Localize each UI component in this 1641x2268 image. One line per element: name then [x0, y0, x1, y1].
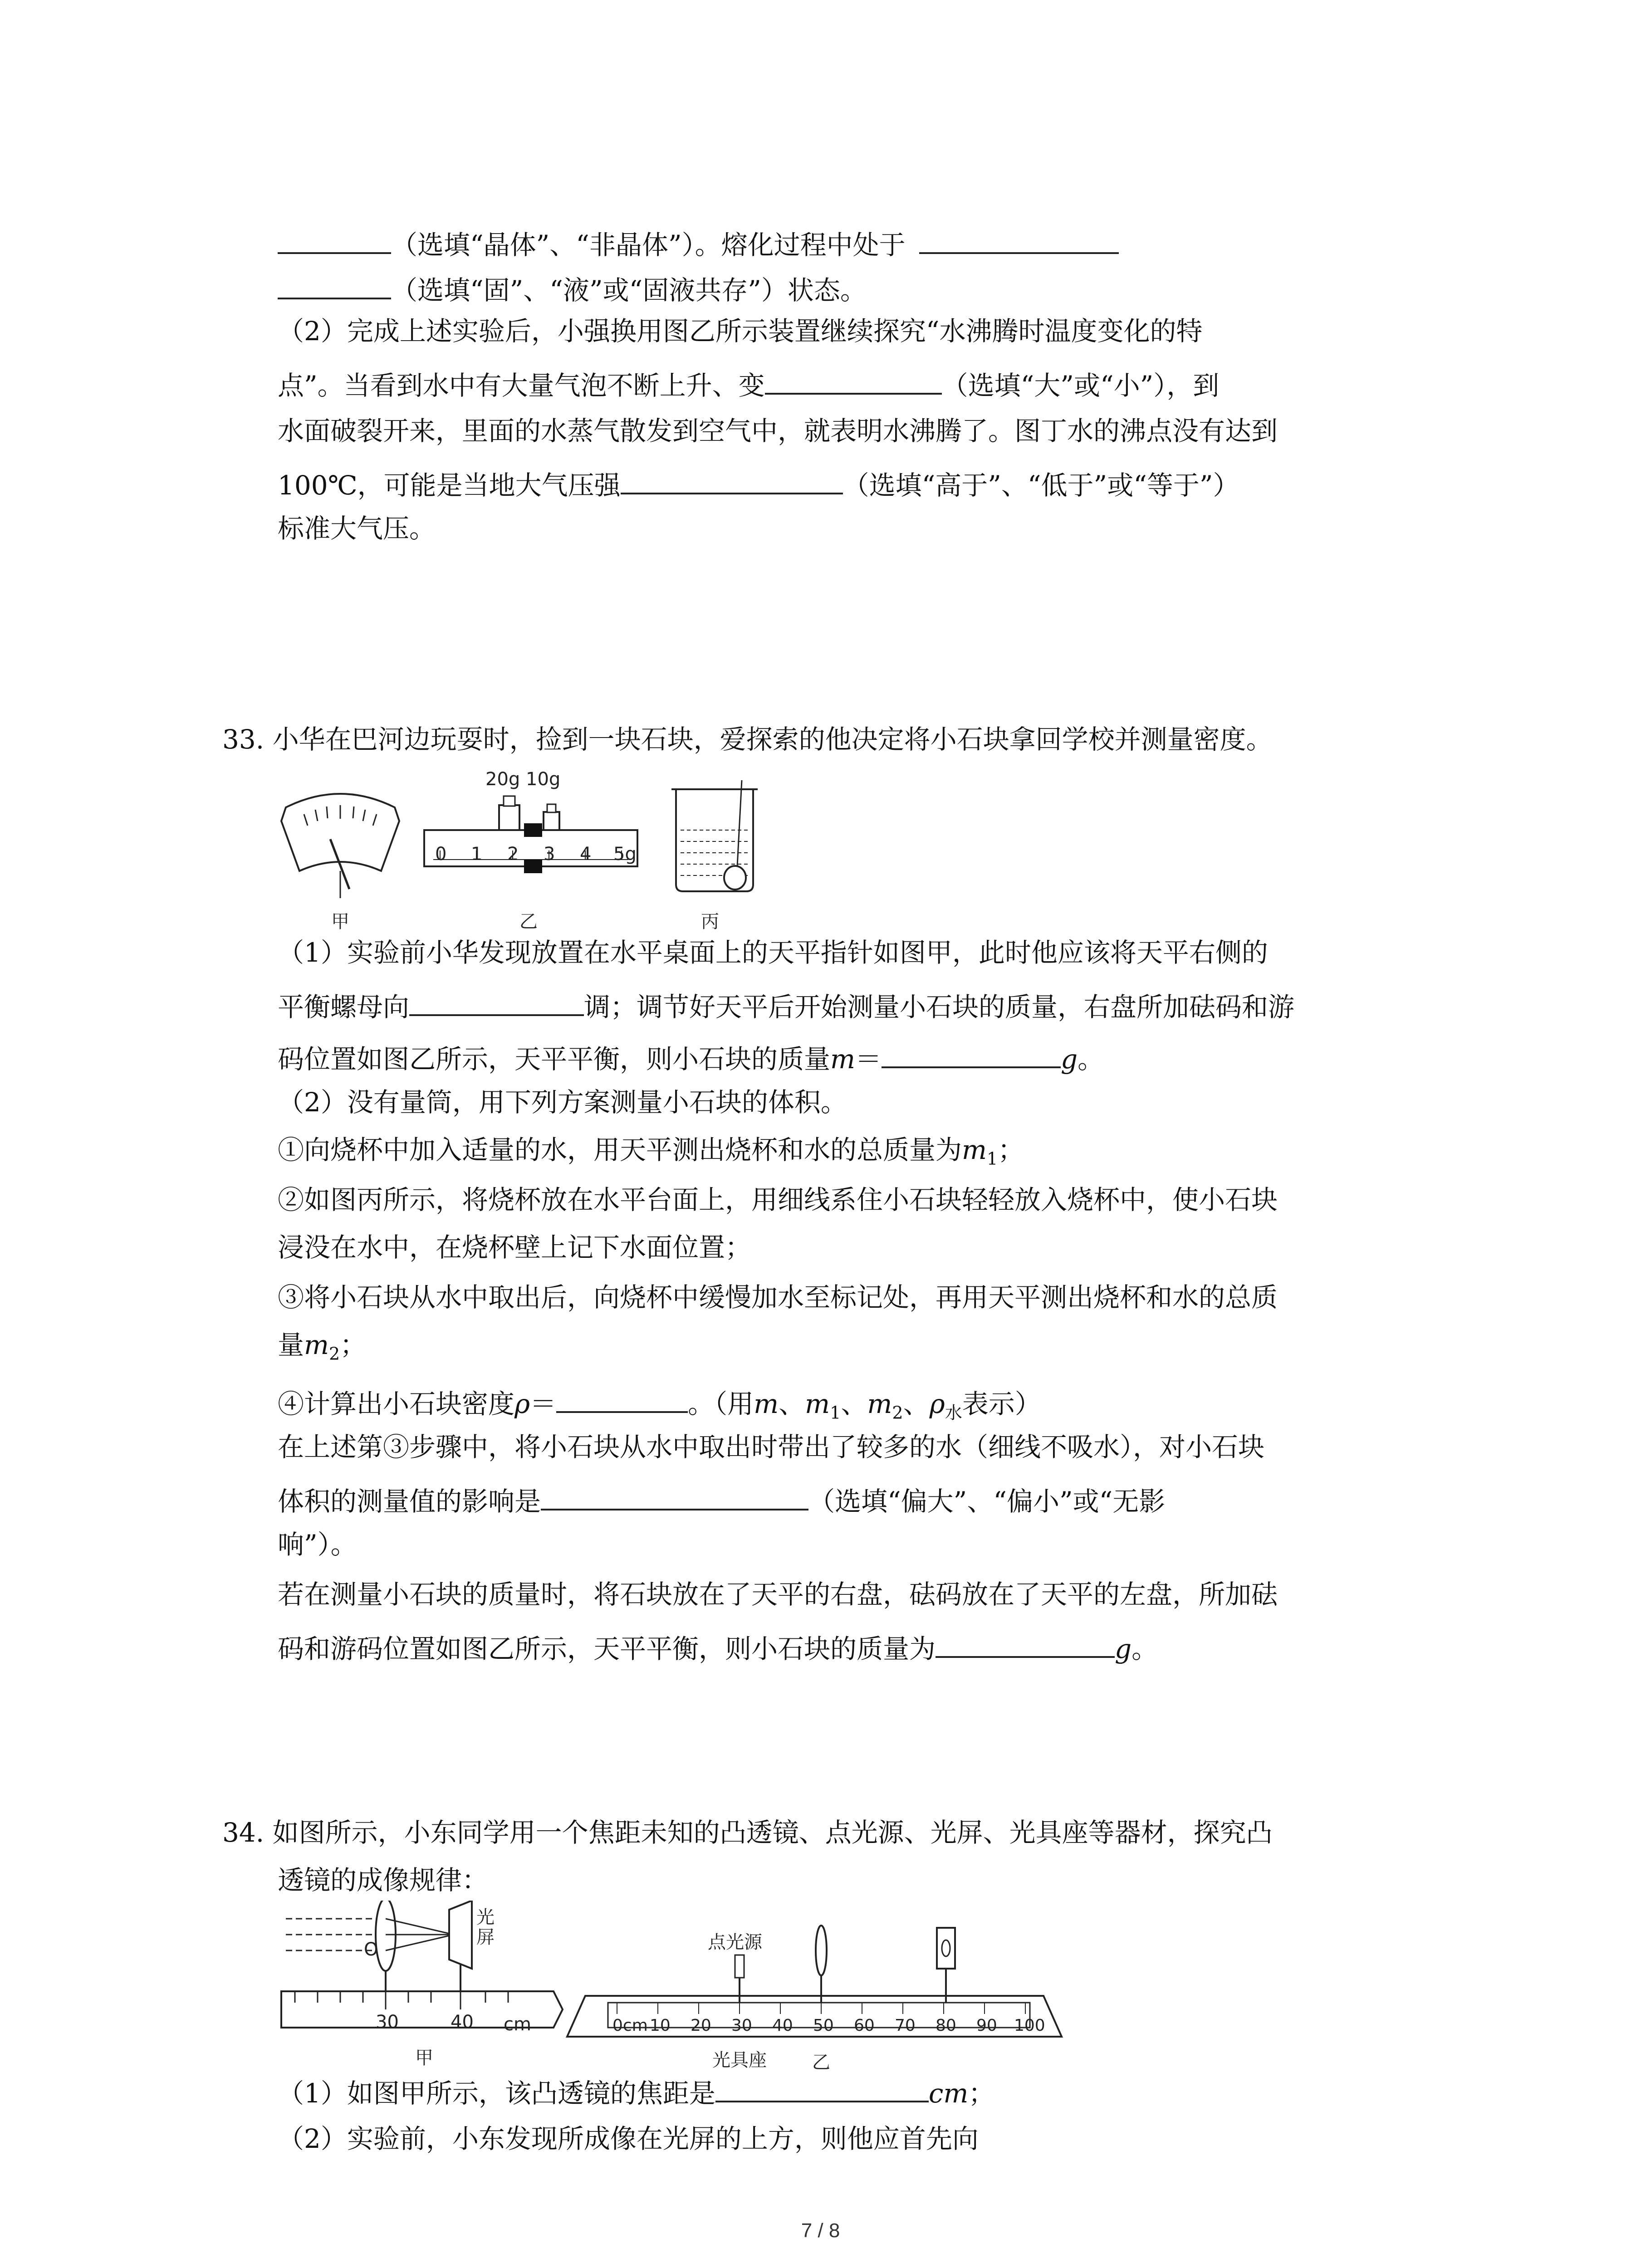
q33-p2: 平衡螺母向 调；调节好天平后开始测量小石块的质量，右盘所加砝码和游	[278, 984, 1294, 1025]
q32-line-5: 水面破裂开来，里面的水蒸气散发到空气中，就表明水沸腾了。图丁水的沸点没有达到	[278, 415, 1278, 446]
answer-blank[interactable]	[621, 463, 843, 494]
q33-step-1: ①向烧杯中加入适量的水，用天平测出烧杯和水的总质量为$m_1$；	[278, 1134, 1024, 1169]
q32-line-2: （选填“固”、“液”或“固液共存”）状态。	[278, 268, 867, 308]
answer-blank[interactable]	[278, 222, 391, 254]
scale-tick: 5g	[613, 844, 637, 865]
bench-tick: 70	[895, 2016, 916, 2035]
bench-label: 光具座	[712, 2050, 767, 2071]
answer-blank[interactable]	[882, 1036, 1061, 1068]
ruler-tick: 40	[451, 2012, 474, 2033]
answer-blank[interactable]	[715, 2071, 929, 2102]
answer-blank[interactable]	[919, 222, 1119, 254]
scale-tick: 2	[507, 844, 519, 865]
q33-stem: 33. 小华在巴河边玩耍时，捡到一块石块，爱探索的他决定将小石块拿回学校并测量密度。	[222, 724, 1273, 755]
q33-effect-3: 响”）。	[278, 1529, 357, 1560]
ruler-unit: cm	[504, 2014, 531, 2035]
bench-tick: 0cm	[612, 2016, 648, 2035]
q33-p3: 码位置如图乙所示，天平平衡，则小石块的质量m＝ g。	[278, 1036, 1104, 1077]
q33-p4: （2）没有量筒，用下列方案测量小石块的体积。	[278, 1087, 847, 1118]
q34-stem-1: 34. 如图所示，小东同学用一个焦距未知的凸透镜、点光源、光屏、光具座等器材，探究凸	[222, 1817, 1273, 1848]
ruler-tick: 30	[376, 2012, 399, 2033]
bench-tick: 40	[772, 2016, 793, 2035]
scale-rider-figure	[424, 796, 637, 873]
answer-blank[interactable]	[409, 984, 584, 1016]
focal-length-figure	[281, 1901, 563, 2028]
mass-labels: 20g 10g	[485, 769, 561, 790]
bench-tick: 10	[650, 2016, 671, 2035]
bench-tick: 80	[936, 2016, 956, 2035]
q33-p1: （1）实验前小华发现放置在水平桌面上的天平指针如图甲，此时他应该将天平右侧的	[278, 937, 1268, 968]
answer-blank[interactable]	[936, 1626, 1115, 1658]
bench-tick: 20	[691, 2016, 711, 2035]
answer-blank[interactable]	[541, 1479, 808, 1510]
bench-tick: 50	[813, 2016, 834, 2035]
q33-step-4: ④计算出小石块密度ρ＝ 。（用m、$m_1$、$m_2$、$\rho_水$表示）	[278, 1381, 1041, 1431]
answer-blank[interactable]	[765, 363, 942, 395]
q33-effect-1: 在上述第③步骤中，将小石块从水中取出时带出了较多的水（细线不吸水），对小石块	[278, 1432, 1265, 1462]
q33-followup-1: 若在测量小石块的质量时，将石块放在了天平的右盘，砝码放在了天平的左盘，所加砝	[278, 1579, 1278, 1610]
q32-line-6: 100℃，可能是当地大气压强 （选填“高于”、“低于”或“等于”）	[278, 463, 1239, 503]
scale-tick: 1	[471, 844, 483, 865]
q32-line-1: （选填“晶体”、“非晶体”）。熔化过程中处于	[278, 222, 1119, 263]
q33-step-3a: ③将小石块从水中取出后，向烧杯中缓慢加水至标记处，再用天平测出烧杯和水的总质	[278, 1282, 1278, 1313]
answer-blank[interactable]	[278, 268, 391, 299]
bench-tick: 90	[976, 2016, 997, 2035]
figure-label-b: 乙	[519, 911, 538, 932]
scale-tick: 3	[544, 844, 555, 865]
balance-dial-figure	[281, 794, 399, 898]
lens-center-label: O	[364, 1939, 378, 1960]
screen-label: 光屏	[476, 1907, 495, 1948]
figure-label-a: 甲	[415, 2048, 433, 2068]
scale-tick: 4	[580, 844, 592, 865]
q32-line-3: （2）完成上述实验后，小强换用图乙所示装置继续探究“水沸腾时温度变化的特	[278, 316, 1203, 347]
page-number: 7 / 8	[801, 2219, 840, 2242]
q32-line-4: 点”。当看到水中有大量气泡不断上升、变 （选填“大”或“小”），到	[278, 363, 1219, 404]
beaker-figure	[671, 780, 758, 891]
q32-line-7: 标准大气压。	[278, 513, 436, 544]
q34-stem-2: 透镜的成像规律：	[278, 1865, 489, 1896]
light-source-label: 点光源	[708, 1932, 762, 1953]
q33-step-3b: 量$m_2$；	[278, 1330, 367, 1364]
bench-tick: 100	[1014, 2016, 1045, 2035]
scale-tick: 0	[435, 844, 447, 865]
answer-blank[interactable]	[556, 1381, 688, 1413]
q33-effect-2: 体积的测量值的影响是 （选填“偏大”、“偏小”或“无影	[278, 1479, 1165, 1520]
q33-followup-2: 码和游码位置如图乙所示，天平平衡，则小石块的质量为 g。	[278, 1626, 1158, 1667]
q33-step-2b: 浸没在水中，在烧杯壁上记下水面位置；	[278, 1232, 752, 1263]
figure-label-b: 乙	[812, 2052, 830, 2073]
bench-tick: 30	[731, 2016, 752, 2035]
figure-label-c: 丙	[701, 911, 719, 932]
q34-p2: （2）实验前，小东发现所成像在光屏的上方，则他应首先向	[278, 2123, 979, 2154]
q33-step-2a: ②如图丙所示，将烧杯放在水平台面上，用细线系住小石块轻轻放入烧杯中，使小石块	[278, 1184, 1278, 1215]
bench-tick: 60	[854, 2016, 875, 2035]
q34-p1: （1）如图甲所示，该凸透镜的焦距是 cm；	[278, 2071, 994, 2112]
figure-label-a: 甲	[331, 911, 349, 932]
